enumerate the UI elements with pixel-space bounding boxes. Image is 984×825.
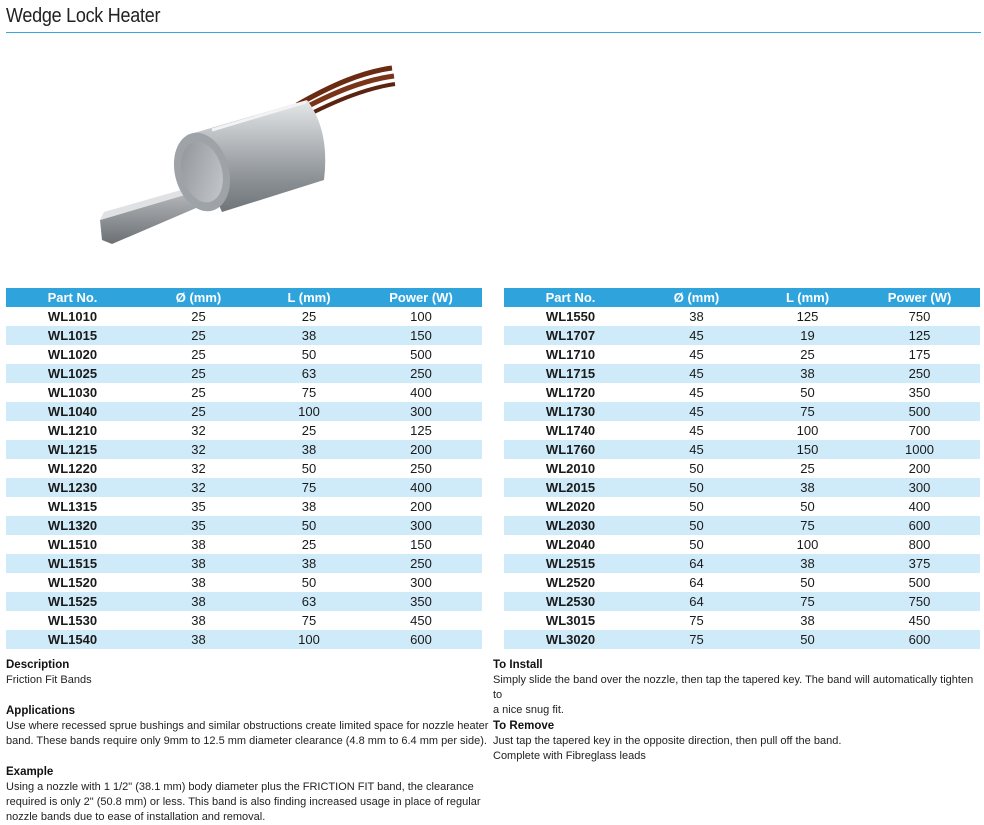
power-cell: 400 [908,499,931,514]
length-cell: 75 [301,385,317,400]
part-number-cell: WL1020 [47,347,98,362]
table-row [504,326,980,345]
part-number-cell: WL2020 [545,499,596,514]
power-cell: 125 [410,423,432,438]
length-cell: 38 [800,613,815,628]
table-row [504,307,980,326]
power-cell: 450 [410,613,432,628]
part-number-cell: WL2530 [504,592,637,611]
length-cell: 50 [301,575,317,590]
diameter-cell: 75 [689,613,704,628]
page-title: Wedge Lock Heater [6,5,161,27]
power-cell: 500 [859,402,980,421]
header-diameter: Ø (mm) [637,288,756,307]
diameter-cell: 45 [689,347,704,362]
parts-table-left [6,288,482,649]
table-row [504,383,980,402]
length-cell: 38 [258,554,360,573]
length-cell: 75 [301,613,317,628]
header-part-no: Part No. [504,288,637,307]
table-row [6,364,482,383]
part-number-cell: WL1707 [504,326,637,345]
part-number-cell: WL1015 [6,326,139,345]
table-row [504,592,980,611]
diameter-cell: 25 [191,385,206,400]
part-number-cell: WL2040 [545,537,596,552]
diameter-cell: 45 [689,385,704,400]
power-cell: 450 [908,613,931,628]
table-row [504,421,980,440]
example-heading: Example [6,766,54,778]
to-remove-heading: To Remove [493,720,555,732]
length-cell: 50 [301,461,317,476]
diameter-cell: 25 [191,347,206,362]
part-number-cell: WL1025 [6,364,139,383]
diameter-cell: 45 [637,440,756,459]
power-cell: 250 [859,364,980,383]
part-number-cell: WL1230 [6,478,139,497]
diameter-cell: 32 [191,423,206,438]
length-cell: 50 [800,385,815,400]
power-cell: 100 [410,309,432,324]
wedge-lock-heater-photo [92,60,402,260]
diameter-cell: 50 [689,461,704,476]
part-number-cell: WL2015 [504,478,637,497]
power-cell: 500 [908,575,931,590]
part-number-cell: WL2515 [504,554,637,573]
part-number-cell: WL1730 [504,402,637,421]
diameter-cell: 25 [139,364,258,383]
diameter-cell: 32 [191,461,206,476]
diameter-cell: 45 [637,326,756,345]
power-cell: 150 [410,537,432,552]
applications-line: Use where recessed sprue bushings and similar obstructions create limited space for nozzle heater [6,720,489,732]
power-cell: 750 [908,309,931,324]
part-number-cell: WL3020 [504,630,637,649]
example-line: required is only 2" (50.8 mm) or less. This band is also finding increased usage in place of regular [6,796,481,808]
example-line: nozzle bands due to ease of installation and removal. [6,811,266,823]
table-row [504,497,980,516]
diameter-cell: 50 [689,499,704,514]
diameter-cell: 38 [191,613,206,628]
table-row [6,440,482,459]
title-divider [6,32,981,33]
table-row [504,364,980,383]
diameter-cell: 25 [139,402,258,421]
table-row [504,459,980,478]
length-cell: 75 [756,402,859,421]
table-row [504,630,980,649]
example-section [6,765,496,825]
part-number-cell: WL1715 [504,364,637,383]
power-cell: 125 [859,326,980,345]
table-row [504,478,980,497]
part-number-cell: WL1760 [504,440,637,459]
length-cell: 50 [800,575,815,590]
diameter-cell: 35 [139,516,258,535]
table-row [6,326,482,345]
header-power: Power (W) [859,288,980,307]
length-cell: 38 [258,440,360,459]
table-row [504,554,980,573]
header-power: Power (W) [360,288,482,307]
power-cell: 600 [859,516,980,535]
table-row [504,573,980,592]
length-cell: 100 [258,402,360,421]
diameter-cell: 64 [689,575,704,590]
part-number-cell: WL2010 [545,461,596,476]
power-cell: 700 [908,423,931,438]
length-cell: 38 [756,364,859,383]
diameter-cell: 25 [139,326,258,345]
diameter-cell: 32 [139,478,258,497]
length-cell: 19 [756,326,859,345]
length-cell: 50 [258,516,360,535]
power-cell: 200 [908,461,931,476]
part-number-cell: WL2030 [504,516,637,535]
diameter-cell: 38 [139,630,258,649]
to-remove-line: Just tap the tapered key in the opposite direction, then pull off the band. [493,735,842,747]
part-number-cell: WL1210 [47,423,98,438]
diameter-cell: 45 [689,423,704,438]
to-install-line: Simply slide the band over the nozzle, then tap the tapered key. The band will automatically tighten to [493,674,974,701]
table-row [504,345,980,364]
power-cell: 375 [859,554,980,573]
length-cell: 50 [800,499,815,514]
power-cell: 300 [410,575,432,590]
diameter-cell: 38 [191,575,206,590]
length-cell: 100 [796,537,819,552]
parts-table-right [504,288,980,649]
diameter-cell: 25 [191,309,206,324]
description-text: Friction Fit Bands [6,674,92,686]
power-cell: 350 [908,385,931,400]
example-line: Using a nozzle with 1 1/2" (38.1 mm) body diameter plus the FRICTION FIT band, the clearance [6,781,474,793]
length-cell: 50 [301,347,317,362]
length-cell: 25 [301,309,317,324]
length-cell: 63 [258,364,360,383]
part-number-cell: WL1530 [47,613,98,628]
length-cell: 100 [258,630,360,649]
length-cell: 100 [796,423,819,438]
length-cell: 150 [756,440,859,459]
header-length: L (mm) [756,288,859,307]
table-row [6,573,482,592]
power-cell: 150 [360,326,482,345]
part-number-cell: WL1525 [6,592,139,611]
power-cell: 300 [360,516,482,535]
table-row [504,611,980,630]
length-cell: 38 [301,499,317,514]
table-row [6,402,482,421]
length-cell: 25 [301,537,317,552]
table-row [6,383,482,402]
part-number-cell: WL1740 [545,423,596,438]
table-row [6,554,482,573]
part-number-cell: WL1510 [47,537,98,552]
part-number-cell: WL1010 [47,309,98,324]
header-diameter: Ø (mm) [139,288,258,307]
power-cell: 200 [360,440,482,459]
power-cell: 350 [360,592,482,611]
diameter-cell: 35 [191,499,206,514]
power-cell: 300 [859,478,980,497]
length-cell: 25 [800,461,815,476]
to-install-heading: To Install [493,659,543,671]
power-cell: 250 [360,364,482,383]
part-number-cell: WL1515 [6,554,139,573]
length-cell: 125 [796,309,819,324]
part-number-cell: WL1315 [47,499,98,514]
description-heading: Description [6,659,70,671]
table-row [504,535,980,554]
diameter-cell: 38 [139,592,258,611]
description-section [6,658,486,688]
diameter-cell: 38 [139,554,258,573]
table-row [6,592,482,611]
length-cell: 25 [301,423,317,438]
table-row [504,402,980,421]
length-cell: 75 [756,516,859,535]
part-number-cell: WL2520 [545,575,596,590]
applications-line: band. These bands require only 9mm to 12.5 mm diameter clearance (4.8 mm to 6.4 mm per side). [6,735,487,747]
table-row [6,421,482,440]
to-remove-section [493,719,981,764]
length-cell: 38 [756,478,859,497]
power-cell: 250 [410,461,432,476]
diameter-cell: 45 [637,402,756,421]
part-number-cell: WL1320 [6,516,139,535]
part-number-cell: WL1710 [545,347,596,362]
length-cell: 75 [258,478,360,497]
length-cell: 38 [258,326,360,345]
table-row [6,459,482,478]
diameter-cell: 38 [191,537,206,552]
to-remove-line: Complete with Fibreglass leads [493,750,646,762]
to-install-section [493,658,981,718]
length-cell: 63 [258,592,360,611]
table-row [6,478,482,497]
power-cell: 750 [859,592,980,611]
diameter-cell: 50 [689,537,704,552]
table-row [6,307,482,326]
diameter-cell: 64 [637,592,756,611]
part-number-cell: WL1540 [6,630,139,649]
power-cell: 500 [410,347,432,362]
diameter-cell: 64 [637,554,756,573]
power-cell: 175 [908,347,931,362]
length-cell: 38 [756,554,859,573]
power-cell: 200 [410,499,432,514]
power-cell: 600 [360,630,482,649]
part-number-cell: WL3015 [545,613,596,628]
applications-section [6,704,496,749]
power-cell: 300 [360,402,482,421]
diameter-cell: 45 [637,364,756,383]
part-number-cell: WL1720 [545,385,596,400]
part-number-cell: WL1220 [47,461,98,476]
table-row [6,497,482,516]
header-length: L (mm) [258,288,360,307]
diameter-cell: 50 [637,478,756,497]
power-cell: 400 [360,478,482,497]
part-number-cell: WL1520 [47,575,98,590]
diameter-cell: 32 [139,440,258,459]
power-cell: 400 [410,385,432,400]
table-row [504,440,980,459]
part-number-cell: WL1215 [6,440,139,459]
to-install-line: a nice snug fit. [493,704,564,716]
table-row [6,535,482,554]
part-number-cell: WL1550 [545,309,596,324]
power-cell: 250 [360,554,482,573]
diameter-cell: 75 [637,630,756,649]
table-row [504,516,980,535]
power-cell: 1000 [859,440,980,459]
length-cell: 25 [800,347,815,362]
length-cell: 75 [756,592,859,611]
power-cell: 600 [859,630,980,649]
table-row [6,345,482,364]
table-row [6,611,482,630]
part-number-cell: WL1040 [6,402,139,421]
diameter-cell: 50 [637,516,756,535]
table-row [6,516,482,535]
power-cell: 800 [908,537,931,552]
applications-heading: Applications [6,705,76,717]
length-cell: 50 [756,630,859,649]
header-part-no: Part No. [6,288,139,307]
table-row [6,630,482,649]
diameter-cell: 38 [689,309,704,324]
part-number-cell: WL1030 [47,385,98,400]
